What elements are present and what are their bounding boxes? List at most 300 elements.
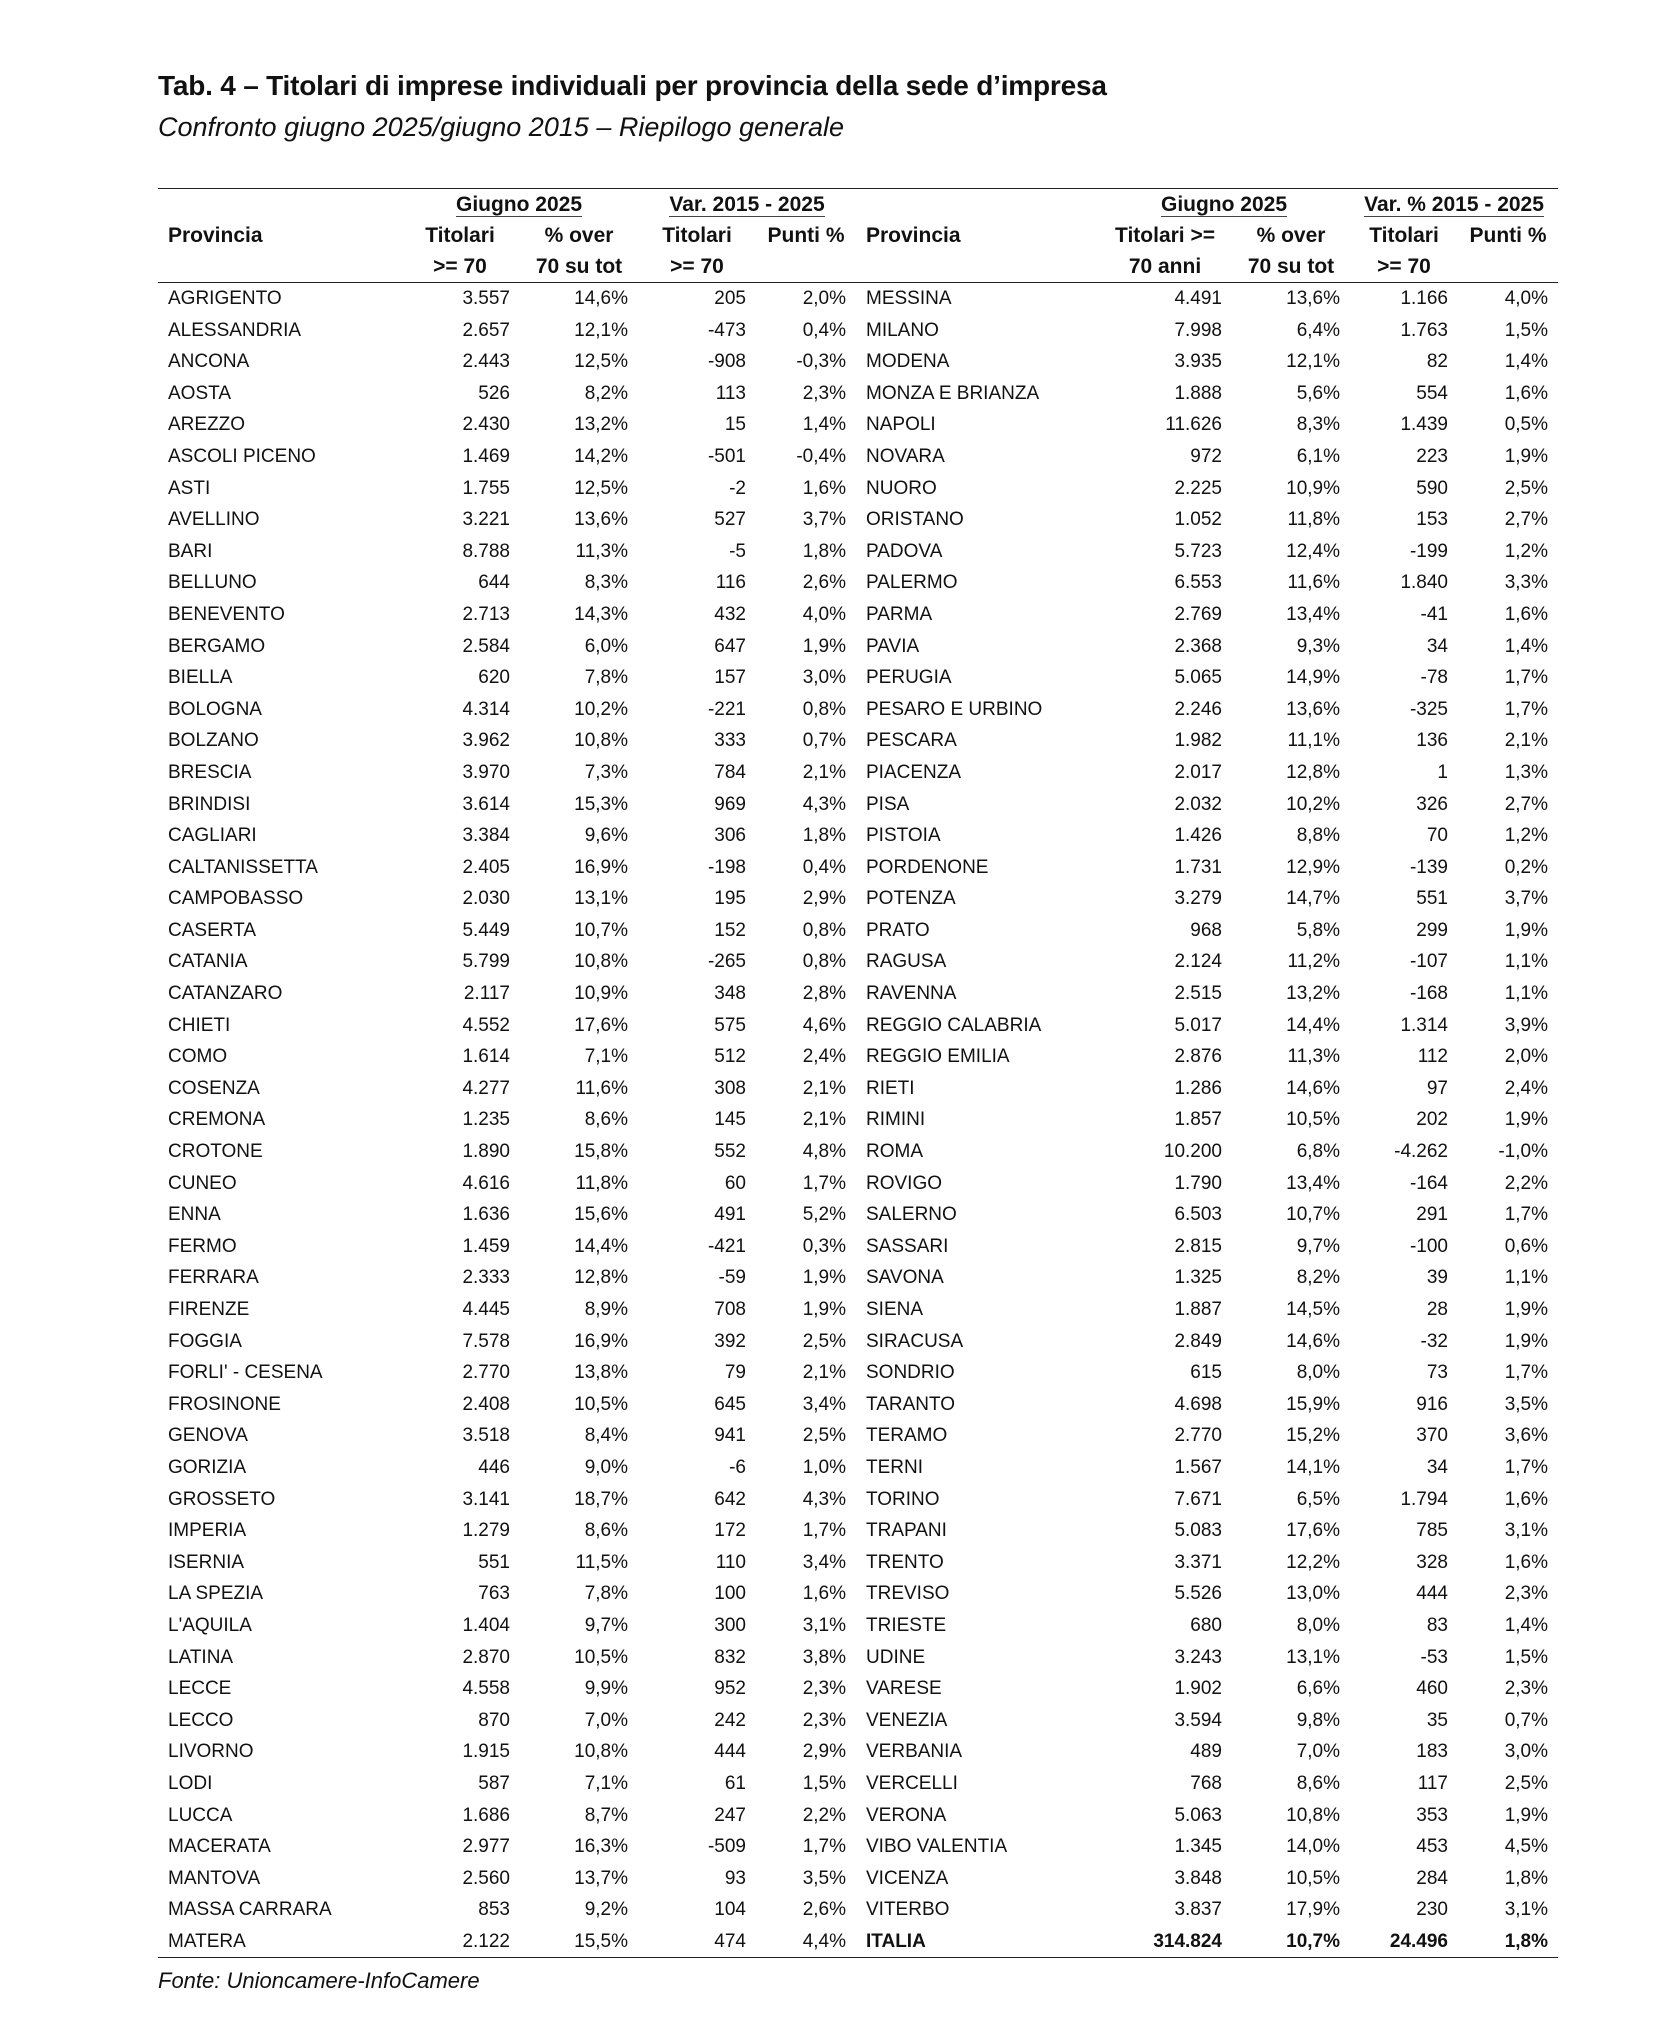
- cell-left-var-punti: 2,3%: [802, 1678, 846, 1700]
- cell-right-var-titolari: 230: [1416, 1899, 1448, 1921]
- cell-left-provincia: IMPERIA: [168, 1520, 247, 1542]
- cell-right-provincia: RIETI: [866, 1077, 915, 1099]
- header-col3b-right: >= 70: [1350, 251, 1458, 283]
- table-row: [158, 1041, 1558, 1073]
- cell-left-var-punti: 3,8%: [802, 1646, 846, 1668]
- header-col1b-left: >= 70: [400, 251, 520, 283]
- table-subtitle: Confronto giugno 2025/giugno 2015 – Riepilogo generale: [158, 112, 845, 142]
- cell-left-titolari: 2.405: [462, 856, 510, 878]
- cell-right-var-titolari: 284: [1416, 1867, 1448, 1889]
- cell-left-pct-over-70: 10,5%: [574, 1393, 628, 1415]
- cell-right-var-punti: 1,3%: [1504, 761, 1548, 783]
- cell-left-pct-over-70: 8,3%: [584, 572, 628, 594]
- cell-right-titolari: 5.065: [1174, 667, 1222, 689]
- cell-right-titolari: 5.017: [1174, 1014, 1222, 1036]
- table-row: [158, 1073, 1558, 1105]
- cell-left-provincia: BRINDISI: [168, 793, 251, 815]
- cell-left-titolari: 1.404: [462, 1614, 510, 1636]
- cell-right-provincia: MONZA E BRIANZA: [866, 382, 1040, 404]
- cell-right-pct-over-70: 14,4%: [1286, 1014, 1340, 1036]
- cell-left-pct-over-70: 10,8%: [574, 951, 628, 973]
- cell-right-titolari: 2.017: [1174, 761, 1222, 783]
- cell-left-pct-over-70: 8,7%: [584, 1804, 628, 1826]
- cell-right-provincia: NUORO: [866, 477, 937, 499]
- cell-left-titolari: 2.117: [463, 983, 510, 1005]
- cell-left-provincia: BOLZANO: [168, 730, 259, 752]
- cell-right-var-titolari: 223: [1416, 445, 1448, 467]
- cell-right-var-punti: 1,9%: [1504, 445, 1548, 467]
- cell-left-var-punti: 2,3%: [802, 1709, 846, 1731]
- cell-left-pct-over-70: 10,7%: [574, 919, 628, 941]
- cell-right-pct-over-70: 11,2%: [1287, 951, 1340, 973]
- cell-right-titolari: 3.935: [1174, 351, 1222, 373]
- cell-right-var-titolari: -139: [1409, 856, 1448, 878]
- cell-left-provincia: LA SPEZIA: [168, 1583, 264, 1605]
- cell-right-var-punti: 1,9%: [1504, 1109, 1548, 1131]
- cell-right-var-titolari: 554: [1416, 382, 1448, 404]
- cell-left-provincia: MANTOVA: [168, 1867, 261, 1889]
- cell-left-provincia: MASSA CARRARA: [168, 1899, 332, 1921]
- cell-left-provincia: CHIETI: [168, 1014, 231, 1036]
- table-row: [158, 346, 1558, 378]
- cell-left-provincia: L'AQUILA: [168, 1614, 252, 1636]
- header-col2a-right: % over: [1256, 223, 1326, 247]
- cell-right-var-titolari: 1.439: [1400, 414, 1448, 436]
- cell-left-titolari: 1.686: [462, 1804, 510, 1826]
- cell-right-var-punti: 0,7%: [1504, 1709, 1548, 1731]
- cell-right-provincia: NOVARA: [866, 445, 945, 467]
- cell-right-pct-over-70: 14,0%: [1286, 1836, 1340, 1858]
- cell-right-titolari: 489: [1190, 1741, 1222, 1763]
- header-blank-left: [158, 251, 400, 283]
- cell-right-var-punti: 1,2%: [1504, 540, 1548, 562]
- cell-right-var-titolari: -164: [1409, 1172, 1448, 1194]
- cell-left-titolari: 2.870: [462, 1646, 510, 1668]
- cell-left-var-titolari: 104: [714, 1899, 746, 1921]
- cell-left-var-punti: 0,7%: [802, 730, 846, 752]
- cell-right-pct-over-70: 10,8%: [1286, 1804, 1340, 1826]
- cell-left-var-titolari: 784: [714, 761, 746, 783]
- cell-left-var-punti: 0,4%: [802, 856, 846, 878]
- cell-right-var-titolari: 34: [1426, 635, 1448, 657]
- cell-right-titolari: 314.824: [1098, 1926, 1232, 1958]
- table-row: [158, 1294, 1558, 1326]
- cell-left-var-punti: 2,3%: [802, 382, 846, 404]
- cell-left-titolari: 4.445: [462, 1299, 510, 1320]
- cell-left-pct-over-70: 15,6%: [574, 1204, 628, 1226]
- table-row: [158, 473, 1558, 505]
- cell-right-var-titolari: 444: [1416, 1583, 1448, 1605]
- cell-right-var-titolari: -100: [1409, 1235, 1448, 1257]
- table-row: [158, 1831, 1558, 1863]
- cell-left-titolari: 4.558: [462, 1678, 510, 1700]
- cell-right-var-titolari: 1.166: [1400, 288, 1448, 309]
- cell-left-var-titolari: 157: [714, 667, 746, 689]
- header-col1a-right: Titolari >=: [1115, 223, 1215, 247]
- cell-left-pct-over-70: 12,1%: [574, 319, 628, 341]
- cell-right-var-punti: 4,0%: [1504, 288, 1548, 309]
- table-row: [158, 536, 1558, 568]
- cell-left-var-titolari: -473: [707, 319, 746, 341]
- cell-right-var-punti: 1,1%: [1504, 951, 1548, 973]
- cell-right-var-titolari: 183: [1416, 1741, 1448, 1763]
- cell-right-pct-over-70: 11,1%: [1287, 730, 1340, 752]
- source-note: Fonte: Unioncamere-InfoCamere: [158, 1968, 480, 1993]
- cell-left-var-titolari: 79: [724, 1362, 746, 1384]
- cell-left-var-punti: 2,1%: [802, 1077, 846, 1099]
- header-group-var-left: Var. 2015 - 2025: [669, 192, 825, 216]
- cell-right-provincia: TRIESTE: [866, 1614, 947, 1636]
- cell-right-var-titolari: 785: [1416, 1520, 1448, 1542]
- cell-right-pct-over-70: 10,7%: [1232, 1926, 1350, 1958]
- table-row: [158, 1262, 1558, 1294]
- cell-left-provincia: MATERA: [158, 1926, 400, 1958]
- cell-right-var-punti: 2,7%: [1504, 793, 1548, 815]
- cell-right-var-punti: 1,7%: [1504, 1204, 1548, 1226]
- cell-left-var-punti: 4,4%: [756, 1926, 856, 1958]
- cell-left-var-punti: 3,4%: [802, 1393, 846, 1415]
- cell-right-titolari: 7.671: [1174, 1488, 1222, 1510]
- cell-left-var-punti: 4,3%: [802, 793, 846, 815]
- cell-right-provincia: PERUGIA: [866, 667, 952, 689]
- cell-right-var-titolari: -107: [1409, 951, 1448, 973]
- cell-left-provincia: FERRARA: [168, 1267, 259, 1289]
- cell-left-var-punti: 2,0%: [802, 288, 846, 309]
- cell-left-titolari: 2.030: [462, 888, 510, 910]
- cell-right-provincia: PRATO: [866, 919, 930, 941]
- cell-left-pct-over-70: 9,0%: [584, 1456, 628, 1478]
- cell-left-provincia: FERMO: [168, 1235, 237, 1257]
- cell-left-var-titolari: 60: [724, 1172, 746, 1194]
- cell-left-pct-over-70: 17,6%: [574, 1014, 628, 1036]
- cell-left-titolari: 763: [478, 1583, 510, 1605]
- cell-left-var-titolari: 969: [714, 793, 746, 815]
- cell-right-pct-over-70: 8,0%: [1296, 1362, 1340, 1384]
- cell-right-pct-over-70: 12,9%: [1286, 856, 1340, 878]
- cell-left-titolari: 3.141: [462, 1488, 510, 1510]
- cell-right-var-punti: 1,9%: [1504, 1299, 1548, 1320]
- table-row: [158, 883, 1558, 915]
- cell-right-var-punti: 2,4%: [1504, 1077, 1548, 1099]
- cell-right-provincia: TRAPANI: [866, 1520, 947, 1542]
- cell-right-var-punti: 2,5%: [1504, 1772, 1548, 1794]
- cell-left-var-titolari: -501: [707, 445, 746, 467]
- cell-right-var-titolari: 24.496: [1350, 1926, 1458, 1958]
- table-row: [158, 789, 1558, 821]
- cell-right-titolari: 1.857: [1174, 1109, 1222, 1131]
- cell-right-var-titolari: -41: [1420, 603, 1448, 625]
- cell-right-var-punti: 0,2%: [1504, 856, 1548, 878]
- cell-left-titolari: 8.788: [462, 540, 510, 562]
- cell-left-titolari: 3.557: [462, 288, 510, 309]
- cell-right-var-punti: 3,1%: [1504, 1899, 1548, 1921]
- cell-left-var-punti: 1,5%: [802, 1772, 846, 1794]
- cell-right-var-punti: 1,8%: [1504, 1867, 1548, 1889]
- cell-right-provincia: PIACENZA: [866, 761, 962, 783]
- cell-left-var-punti: 1,7%: [802, 1172, 846, 1194]
- table-row: [158, 315, 1558, 347]
- cell-right-var-titolari: 112: [1417, 1046, 1448, 1068]
- table-row: [158, 694, 1558, 726]
- cell-right-titolari: 2.876: [1174, 1046, 1222, 1068]
- cell-right-titolari: 5.083: [1174, 1520, 1222, 1542]
- cell-left-titolari: 2.333: [462, 1267, 510, 1289]
- cell-left-titolari: 2.977: [462, 1836, 510, 1858]
- cell-left-var-punti: 4,8%: [802, 1141, 846, 1163]
- cell-right-pct-over-70: 17,9%: [1286, 1899, 1340, 1921]
- cell-right-pct-over-70: 9,8%: [1296, 1709, 1340, 1731]
- cell-left-var-punti: 2,4%: [802, 1046, 846, 1068]
- cell-right-var-titolari: 916: [1416, 1393, 1448, 1415]
- cell-right-var-punti: 1,8%: [1458, 1926, 1558, 1958]
- cell-left-var-titolari: 512: [714, 1046, 746, 1068]
- cell-left-titolari: 3.518: [462, 1425, 510, 1447]
- header-col2b-right: 70 su tot: [1232, 251, 1350, 283]
- cell-left-provincia: AVELLINO: [168, 509, 260, 531]
- cell-left-var-titolari: -2: [729, 477, 746, 499]
- table-row: [158, 946, 1558, 978]
- cell-right-var-punti: 1,7%: [1504, 667, 1548, 689]
- cell-left-var-punti: 2,1%: [802, 761, 846, 783]
- cell-right-titolari: 1.887: [1174, 1299, 1222, 1320]
- cell-left-var-titolari: 952: [714, 1678, 746, 1700]
- cell-left-pct-over-70: 8,4%: [584, 1425, 628, 1447]
- header-col4a-right: Punti %: [1469, 223, 1547, 247]
- cell-right-titolari: 5.526: [1174, 1583, 1222, 1605]
- cell-right-pct-over-70: 8,0%: [1296, 1614, 1340, 1636]
- cell-right-pct-over-70: 13,1%: [1286, 1646, 1340, 1668]
- cell-left-var-punti: 1,9%: [802, 1267, 846, 1289]
- cell-right-provincia: ROVIGO: [866, 1172, 943, 1194]
- cell-right-provincia: SIRACUSA: [866, 1330, 964, 1352]
- cell-right-provincia: MODENA: [866, 351, 950, 373]
- cell-left-provincia: FOGGIA: [168, 1330, 242, 1352]
- table-row: [158, 1231, 1558, 1263]
- cell-right-titolari: 2.815: [1174, 1235, 1222, 1257]
- cell-left-titolari: 1.614: [462, 1046, 510, 1068]
- cell-left-provincia: LATINA: [168, 1646, 234, 1668]
- cell-right-pct-over-70: 5,8%: [1296, 919, 1340, 941]
- cell-left-var-titolari: 172: [714, 1520, 746, 1542]
- table-row: [158, 1010, 1558, 1042]
- cell-right-provincia: PISA: [866, 793, 910, 815]
- cell-left-var-punti: 0,8%: [802, 919, 846, 941]
- cell-right-provincia: SONDRIO: [866, 1362, 955, 1384]
- cell-left-pct-over-70: 7,8%: [584, 667, 628, 689]
- cell-left-var-titolari: -221: [707, 698, 746, 720]
- cell-right-titolari: 11.626: [1165, 414, 1222, 436]
- cell-left-pct-over-70: 13,8%: [574, 1362, 628, 1384]
- cell-left-titolari: 5.449: [462, 919, 510, 941]
- cell-right-var-titolari: 1.763: [1400, 319, 1448, 341]
- cell-right-provincia: VERONA: [866, 1804, 947, 1826]
- cell-left-provincia: COSENZA: [168, 1077, 260, 1099]
- cell-left-var-punti: 2,5%: [802, 1425, 846, 1447]
- cell-left-var-punti: 1,6%: [802, 1583, 846, 1605]
- cell-right-provincia: VERCELLI: [866, 1772, 958, 1794]
- cell-left-pct-over-70: 16,9%: [574, 1330, 628, 1352]
- cell-right-var-titolari: 326: [1416, 793, 1448, 815]
- cell-right-var-punti: 1,5%: [1504, 319, 1548, 341]
- cell-left-var-titolari: 474: [638, 1926, 756, 1958]
- cell-left-pct-over-70: 11,3%: [575, 540, 628, 562]
- cell-right-pct-over-70: 14,6%: [1286, 1077, 1340, 1099]
- cell-left-var-punti: 5,2%: [802, 1204, 846, 1226]
- cell-left-provincia: COMO: [168, 1046, 228, 1068]
- cell-right-var-punti: 2,3%: [1504, 1678, 1548, 1700]
- cell-left-pct-over-70: 12,5%: [574, 477, 628, 499]
- cell-left-var-punti: 2,6%: [802, 572, 846, 594]
- cell-right-titolari: 1.902: [1174, 1678, 1222, 1700]
- cell-right-provincia: PESCARA: [866, 730, 957, 752]
- cell-right-var-punti: 0,6%: [1504, 1235, 1548, 1257]
- cell-left-provincia: BRESCIA: [168, 761, 252, 783]
- header-col4a-left: Punti %: [767, 223, 845, 247]
- cell-right-var-punti: 1,7%: [1504, 698, 1548, 720]
- cell-left-var-titolari: -59: [718, 1267, 746, 1289]
- cell-right-pct-over-70: 13,6%: [1286, 288, 1340, 309]
- cell-right-provincia: TRENTO: [866, 1551, 944, 1573]
- cell-right-titolari: 3.594: [1174, 1709, 1222, 1731]
- table-row: [158, 978, 1558, 1010]
- cell-right-titolari: 972: [1190, 445, 1222, 467]
- cell-left-var-punti: 3,7%: [802, 509, 846, 531]
- cell-right-var-punti: 2,0%: [1504, 1046, 1548, 1068]
- cell-left-titolari: 1.755: [462, 477, 510, 499]
- cell-left-var-titolari: -5: [729, 540, 746, 562]
- table-row: [158, 1420, 1558, 1452]
- cell-right-var-titolari: 70: [1426, 825, 1448, 847]
- cell-left-var-punti: 0,8%: [802, 698, 846, 720]
- cell-left-var-titolari: 832: [714, 1646, 746, 1668]
- cell-left-var-punti: 2,6%: [802, 1899, 846, 1921]
- cell-left-provincia: ENNA: [168, 1204, 221, 1226]
- table-row: [158, 1578, 1558, 1610]
- cell-left-var-titolari: 333: [714, 730, 746, 752]
- cell-left-var-punti: 1,6%: [802, 477, 846, 499]
- table-row: [158, 662, 1558, 694]
- cell-right-titolari: 2.849: [1174, 1330, 1222, 1352]
- cell-right-var-punti: 1,9%: [1504, 1330, 1548, 1352]
- cell-right-pct-over-70: 12,8%: [1286, 761, 1340, 783]
- cell-left-titolari: 2.584: [462, 635, 510, 657]
- cell-right-pct-over-70: 5,6%: [1296, 382, 1340, 404]
- cell-left-var-punti: 1,0%: [802, 1456, 846, 1478]
- cell-left-titolari: 551: [478, 1551, 510, 1573]
- cell-left-titolari: 1.890: [462, 1141, 510, 1163]
- cell-right-var-titolari: 353: [1416, 1804, 1448, 1826]
- header-group-giugno-right: Giugno 2025: [1160, 192, 1288, 216]
- header-group-var-right: Var. % 2015 - 2025: [1364, 192, 1544, 216]
- cell-left-provincia: CROTONE: [168, 1141, 263, 1163]
- cell-left-pct-over-70: 18,7%: [574, 1488, 628, 1510]
- cell-right-pct-over-70: 6,5%: [1296, 1488, 1340, 1510]
- header-group-giugno-left: Giugno 2025: [455, 192, 583, 216]
- cell-left-provincia: ALESSANDRIA: [168, 319, 302, 341]
- cell-left-titolari: 2.713: [462, 603, 510, 625]
- table-row: [158, 1199, 1558, 1231]
- cell-left-provincia: BOLOGNA: [168, 698, 262, 720]
- table-title: Tab. 4 – Titolari di imprese individuali per provincia della sede d’impresa: [158, 70, 1107, 101]
- cell-left-pct-over-70: 7,8%: [584, 1583, 628, 1605]
- cell-right-pct-over-70: 11,3%: [1287, 1046, 1340, 1068]
- cell-right-var-titolari: 117: [1417, 1772, 1448, 1794]
- cell-left-pct-over-70: 10,8%: [574, 730, 628, 752]
- table-row: [158, 1452, 1558, 1484]
- cell-left-pct-over-70: 15,3%: [574, 793, 628, 815]
- cell-left-var-punti: 2,2%: [802, 1804, 846, 1826]
- cell-right-titolari: 2.032: [1174, 793, 1222, 815]
- cell-left-var-titolari: 306: [714, 825, 746, 847]
- cell-left-var-titolari: 242: [714, 1709, 746, 1731]
- cell-right-pct-over-70: 12,1%: [1286, 351, 1340, 373]
- cell-left-pct-over-70: 8,9%: [584, 1299, 628, 1320]
- cell-right-pct-over-70: 8,6%: [1296, 1772, 1340, 1794]
- cell-right-titolari: 2.770: [1174, 1425, 1222, 1447]
- cell-right-var-titolari: 460: [1416, 1678, 1448, 1700]
- cell-left-var-titolari: 308: [714, 1077, 746, 1099]
- cell-right-titolari: 3.848: [1174, 1867, 1222, 1889]
- cell-right-titolari: 2.769: [1174, 603, 1222, 625]
- cell-left-titolari: 1.279: [462, 1520, 510, 1542]
- cell-left-var-titolari: 941: [714, 1425, 746, 1447]
- cell-right-var-titolari: -325: [1409, 698, 1448, 720]
- cell-left-pct-over-70: 10,2%: [574, 698, 628, 720]
- cell-right-pct-over-70: 15,9%: [1286, 1393, 1340, 1415]
- cell-left-titolari: 446: [478, 1456, 510, 1478]
- cell-right-pct-over-70: 14,9%: [1286, 667, 1340, 689]
- table-header: [158, 189, 1558, 283]
- table-row: [158, 409, 1558, 441]
- cell-left-var-punti: -0,4%: [796, 445, 846, 467]
- header-col3b-left: >= 70: [638, 251, 756, 283]
- cell-left-var-punti: -0,3%: [796, 351, 846, 373]
- cell-right-titolari: 1.982: [1174, 730, 1222, 752]
- cell-right-var-titolari: 328: [1416, 1551, 1448, 1573]
- cell-left-var-titolari: 113: [715, 382, 746, 404]
- cell-right-pct-over-70: 13,2%: [1286, 983, 1340, 1005]
- cell-right-var-titolari: 590: [1416, 477, 1448, 499]
- cell-left-pct-over-70: 12,8%: [574, 1267, 628, 1289]
- cell-right-provincia: REGGIO CALABRIA: [866, 1014, 1042, 1036]
- cell-right-provincia: REGGIO EMILIA: [866, 1046, 1010, 1068]
- cell-right-var-punti: 3,0%: [1504, 1741, 1548, 1763]
- cell-left-pct-over-70: 12,5%: [574, 351, 628, 373]
- cell-right-provincia: TREVISO: [866, 1583, 950, 1605]
- cell-right-var-titolari: 136: [1416, 730, 1448, 752]
- cell-left-titolari: 3.221: [462, 509, 510, 531]
- cell-right-titolari: 5.723: [1174, 540, 1222, 562]
- cell-right-pct-over-70: 10,5%: [1286, 1867, 1340, 1889]
- cell-right-pct-over-70: 9,3%: [1296, 635, 1340, 657]
- cell-right-titolari: 968: [1190, 919, 1222, 941]
- cell-right-var-punti: 1,7%: [1504, 1456, 1548, 1478]
- cell-left-titolari: 7.578: [462, 1330, 510, 1352]
- cell-left-var-punti: 1,9%: [802, 635, 846, 657]
- cell-right-pct-over-70: 13,4%: [1286, 603, 1340, 625]
- cell-left-provincia: CREMONA: [168, 1109, 266, 1131]
- cell-right-var-titolari: 291: [1416, 1204, 1448, 1226]
- cell-left-titolari: 3.970: [462, 761, 510, 783]
- cell-left-var-titolari: 300: [714, 1614, 746, 1636]
- cell-right-provincia: TORINO: [866, 1488, 940, 1510]
- cell-right-pct-over-70: 14,1%: [1286, 1456, 1340, 1478]
- cell-left-var-titolari: -265: [707, 951, 746, 973]
- cell-left-provincia: BELLUNO: [168, 572, 257, 594]
- cell-right-provincia: TARANTO: [866, 1393, 956, 1415]
- cell-left-var-titolari: 61: [724, 1772, 746, 1794]
- cell-left-titolari: 2.560: [462, 1867, 510, 1889]
